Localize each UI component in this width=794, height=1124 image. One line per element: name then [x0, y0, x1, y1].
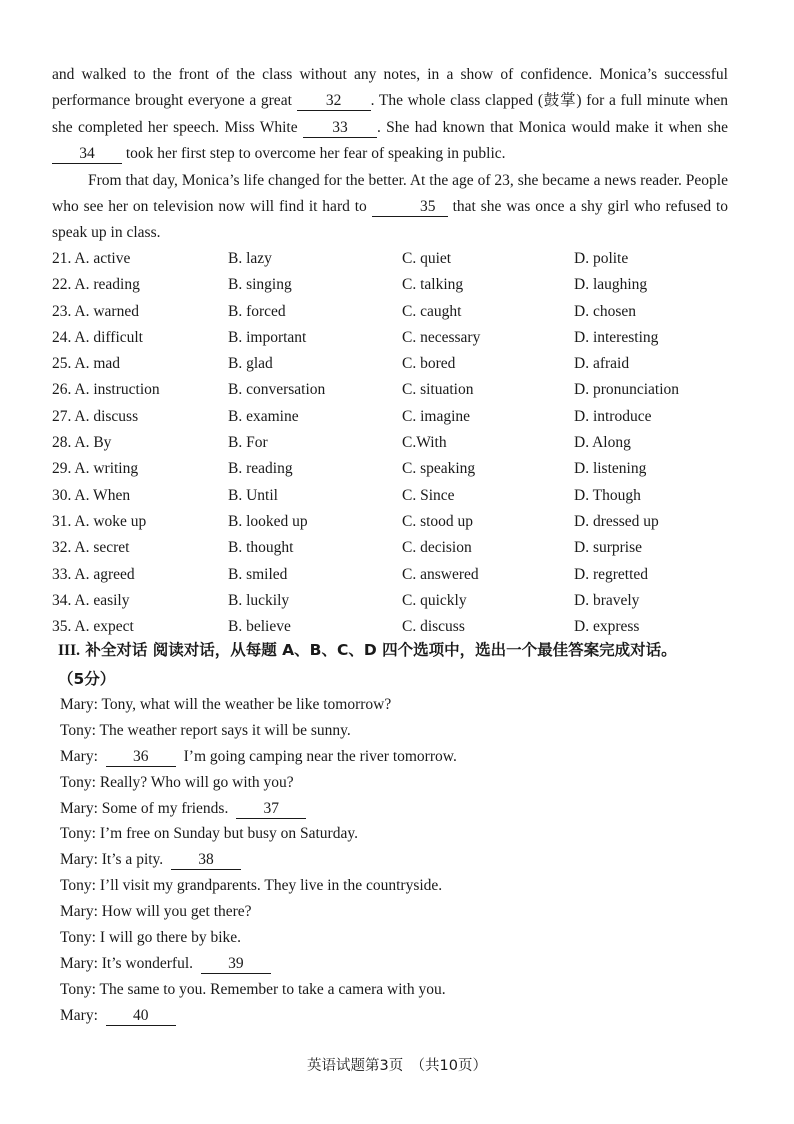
dialogue-text: Tony: I’m free on Sunday but busy on Saturday.: [60, 825, 358, 843]
option-a: 31. A. woke up: [52, 512, 147, 530]
dialogue-text: Mary: Tony, what will the weather be like tomorrow?: [60, 696, 392, 713]
option-d: D. express: [574, 618, 640, 636]
dialogue-text: Tony: The weather report says it will be sunny.: [60, 721, 351, 739]
option-c: C. talking: [402, 276, 464, 294]
dialogue: [60, 692, 740, 1029]
option-row: [52, 456, 742, 482]
passage-text: From that day, Monica’s life changed for the better. At the age of 23, she became a news reader. People who see her on television now will find it hard to: [52, 171, 728, 216]
section-number: III.: [58, 642, 80, 659]
option-b: B. glad: [228, 355, 273, 373]
option-c: C. necessary: [402, 328, 481, 346]
dialogue-line: [60, 796, 740, 822]
option-d: D. afraid: [574, 355, 630, 373]
blank-34: 34: [52, 145, 122, 164]
option-b: B. forced: [228, 302, 286, 320]
dialogue-text: Tony: I will go there by bike.: [60, 929, 242, 947]
section-title: 补全对话 阅读对话，从每题 A、B、C、D 四个选项中，选出一个最佳答案完成对话。: [85, 641, 677, 659]
option-row: [52, 299, 742, 325]
option-a: 30. A. When: [52, 486, 131, 504]
option-a: 24. A. difficult: [52, 328, 143, 346]
option-b: B. thought: [228, 539, 294, 557]
option-a: 25. A. mad: [52, 355, 121, 373]
passage-text: took her first step to overcome her fear of speaking in public.: [125, 145, 506, 163]
option-a: 33. A. agreed: [52, 565, 135, 583]
option-d: D. chosen: [574, 302, 636, 320]
option-c: C. answered: [402, 565, 479, 583]
option-row: [52, 430, 742, 456]
dialogue-line: [60, 873, 740, 899]
passage-text: . She had known that Monica would make it when she: [376, 118, 728, 136]
dialogue-text: Mary: It’s a pity.: [60, 851, 164, 869]
option-row: [52, 351, 742, 377]
option-b: B. smiled: [228, 565, 288, 583]
dialogue-text: Tony: The same to you. Remember to take a camera with you.: [60, 980, 446, 998]
section-score: （5分）: [58, 670, 116, 688]
option-d: D. Though: [574, 486, 641, 504]
blank-37: 37: [236, 800, 306, 819]
option-c: C.With: [402, 434, 447, 452]
dialogue-text: Tony: I’ll visit my grandparents. They live in the countryside.: [60, 877, 443, 895]
option-d: D. regretted: [574, 565, 649, 583]
blank-33: 33: [303, 119, 377, 138]
dialogue-text: Mary:: [60, 1006, 98, 1024]
option-c: C. quiet: [402, 250, 452, 267]
reading-passage: [52, 62, 728, 247]
blank-35: 35: [372, 198, 448, 217]
option-a: 28. A. By: [52, 434, 112, 452]
option-row: [52, 246, 742, 272]
dialogue-line: [60, 821, 740, 847]
dialogue-line: [60, 977, 740, 1003]
option-b: B. examine: [228, 407, 299, 425]
option-b: B. conversation: [228, 381, 326, 399]
dialogue-text: Mary: How will you get there?: [60, 903, 252, 921]
option-d: D. Along: [574, 434, 631, 452]
option-a: 35. A. expect: [52, 618, 134, 636]
dialogue-text: Tony: Really? Who will go with you?: [60, 773, 294, 791]
option-a: 22. A. reading: [52, 276, 140, 294]
option-row: [52, 588, 742, 614]
option-b: B. Until: [228, 486, 278, 504]
dialogue-line: [60, 1003, 740, 1029]
option-b: B. looked up: [228, 512, 308, 530]
option-c: C. caught: [402, 302, 462, 320]
option-row: [52, 483, 742, 509]
option-a: 32. A. secret: [52, 539, 130, 557]
passage-text: that she was once a shy girl who refused to speak up in class.: [52, 198, 729, 242]
option-a: 29. A. writing: [52, 460, 139, 478]
dialogue-line: [60, 744, 740, 770]
passage-text: . The whole class clapped (鼓掌) for a full minute when she completed her speech. Miss White: [52, 92, 729, 136]
option-a: 26. A. instruction: [52, 381, 160, 399]
option-c: C. Since: [402, 486, 455, 504]
option-b: B. For: [228, 434, 268, 452]
option-row: [52, 272, 742, 298]
option-a: 27. A. discuss: [52, 407, 139, 425]
dialogue-line: [60, 899, 740, 925]
option-d: D. dressed up: [574, 512, 659, 530]
option-row: [52, 562, 742, 588]
option-row: [52, 509, 742, 535]
option-d: D. listening: [574, 460, 647, 478]
option-d: D. laughing: [574, 276, 648, 294]
dialogue-line: [60, 718, 740, 744]
option-c: C. quickly: [402, 591, 467, 609]
options-list: [52, 246, 742, 640]
option-c: C. discuss: [402, 618, 465, 636]
blank-32: 32: [297, 92, 371, 111]
blank-39: 39: [201, 955, 271, 974]
option-d: D. pronunciation: [574, 381, 680, 399]
blank-40: 40: [106, 1007, 176, 1026]
option-row: [52, 377, 742, 403]
blank-36: 36: [106, 748, 176, 767]
page-footer: 英语试题第3页 （共10页）: [307, 1058, 487, 1074]
option-b: B. singing: [228, 276, 292, 294]
option-a: 21. A. active: [52, 250, 131, 267]
passage-paragraph-1: [52, 62, 728, 168]
dialogue-text: Mary: It’s wonderful.: [60, 954, 194, 972]
option-d: D. surprise: [574, 539, 643, 557]
option-b: B. important: [228, 328, 307, 346]
option-c: C. imagine: [402, 407, 471, 425]
dialogue-line: [60, 847, 740, 873]
option-a: 23. A. warned: [52, 302, 139, 320]
dialogue-line: [60, 770, 740, 796]
option-d: D. bravely: [574, 591, 640, 609]
option-row: [52, 325, 742, 351]
passage-paragraph-2: [52, 168, 728, 247]
option-row: [52, 404, 742, 430]
option-c: C. situation: [402, 381, 474, 399]
option-c: C. stood up: [402, 512, 474, 530]
section-3-heading: [58, 636, 738, 693]
option-d: D. introduce: [574, 407, 652, 425]
dialogue-text: Mary: Some of my friends.: [60, 799, 229, 817]
option-c: C. decision: [402, 539, 472, 557]
option-b: B. luckily: [228, 591, 290, 609]
dialogue-text: I’m going camping near the river tomorrow.: [183, 747, 457, 765]
option-b: B. lazy: [228, 250, 272, 267]
option-a: 34. A. easily: [52, 591, 130, 609]
dialogue-line: [60, 925, 740, 951]
option-d: D. interesting: [574, 328, 659, 346]
option-b: B. reading: [228, 460, 293, 478]
dialogue-line: [60, 951, 740, 977]
blank-38: 38: [171, 851, 241, 870]
option-row: [52, 535, 742, 561]
option-b: B. believe: [228, 618, 291, 636]
option-d: D. polite: [574, 250, 629, 267]
option-c: C. speaking: [402, 460, 476, 478]
dialogue-text: Mary:: [60, 747, 98, 765]
passage-text: and walked to the front of the class without any notes, in a show of confidence. Monica’s successful performance brought everyone a great: [52, 66, 728, 110]
option-c: C. bored: [402, 355, 456, 373]
dialogue-line: [60, 692, 740, 718]
